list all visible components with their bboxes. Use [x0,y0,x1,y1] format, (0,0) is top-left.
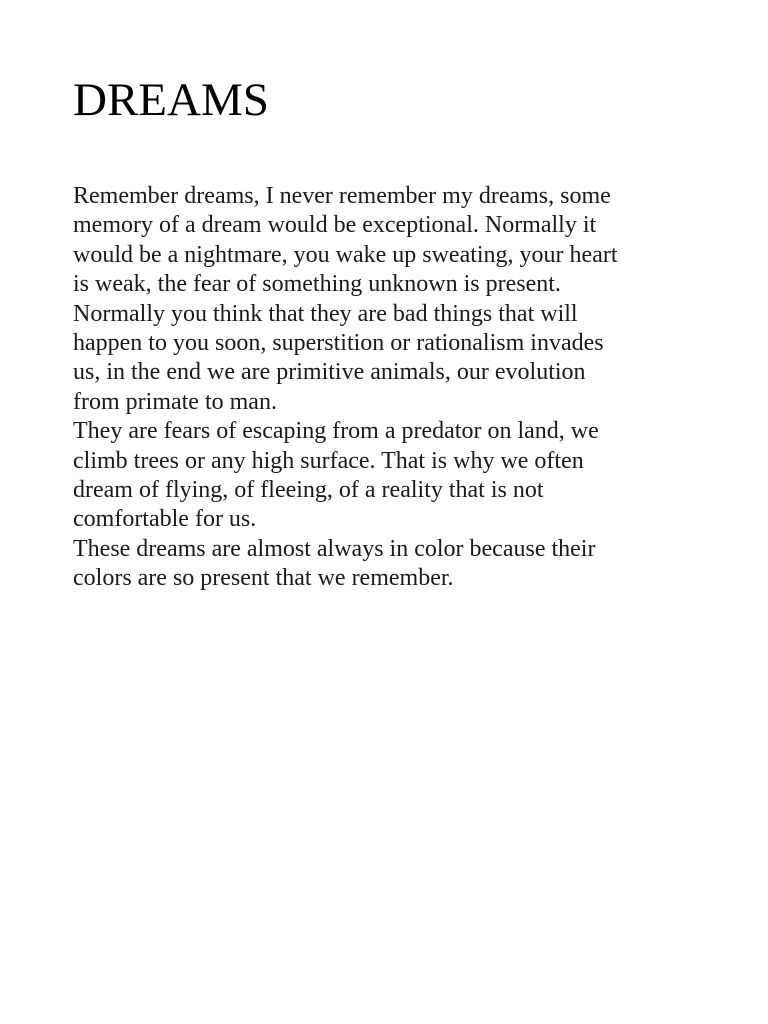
body-line: They are fears of escaping from a predator on land, we [73,418,599,445]
body-line: from primate to man. [73,388,277,415]
body-line: comfortable for us. [73,506,257,533]
body-line: dream of flying, of fleeing, of a reality that is not [73,477,544,504]
body-line: memory of a dream would be exceptional. Normally it [73,212,597,239]
document-title: DREAMS [73,74,269,126]
body-line: would be a nightmare, you wake up sweating, your heart [73,241,618,268]
body-line: Normally you think that they are bad things that will [73,300,578,327]
body-line: climb trees or any high surface. That is why we often [73,447,584,474]
body-line: us, in the end we are primitive animals, our evolution [73,359,586,386]
body-line: colors are so present that we remember. [73,565,454,592]
document-body [73,182,713,594]
body-line: Remember dreams, I never remember my dreams, some [73,183,611,209]
body-line: is weak, the fear of something unknown is present. [73,271,561,298]
body-line: These dreams are almost always in color because their [73,535,596,562]
body-line: happen to you soon, superstition or rationalism invades [73,330,604,357]
